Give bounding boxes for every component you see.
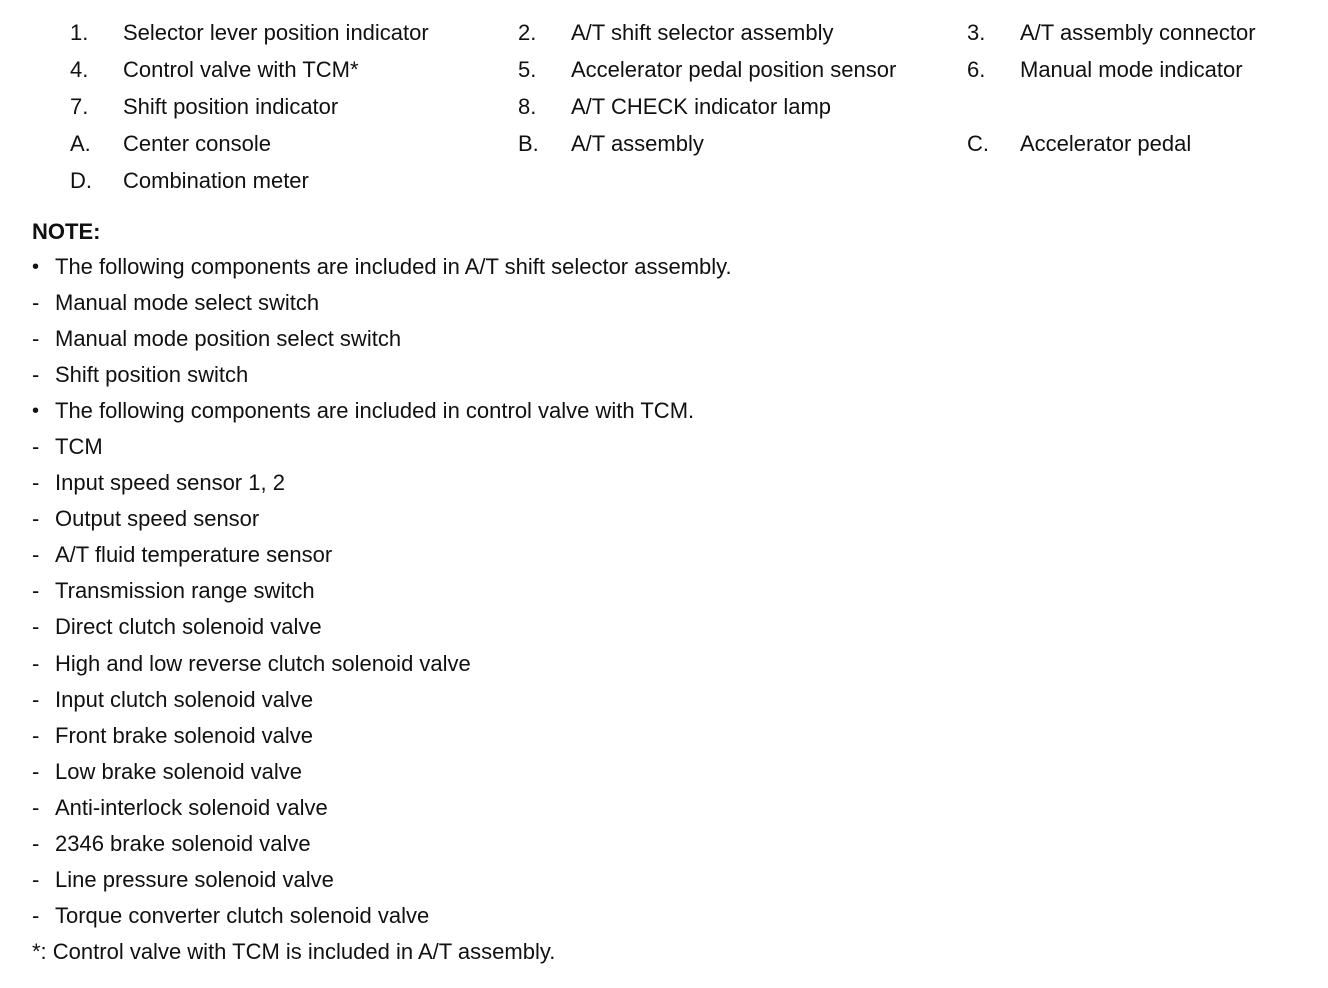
dash-marker: -	[32, 866, 40, 892]
note-subitem	[32, 862, 1292, 898]
note-subitem	[32, 465, 1292, 501]
dash-marker: -	[32, 722, 40, 748]
note-subitem	[32, 285, 1292, 321]
legend-label: Center console	[123, 131, 271, 156]
note-bullet	[32, 249, 1292, 285]
note-line-text: Input speed sensor 1, 2	[55, 470, 285, 496]
note-subitem	[32, 429, 1292, 465]
note-line-text: Direct clutch solenoid valve	[55, 614, 322, 640]
legend-label: Shift position indicator	[123, 94, 339, 119]
bullet-marker: •	[32, 400, 40, 423]
note-line-text: Anti-interlock solenoid valve	[55, 794, 328, 820]
dash-marker: -	[32, 902, 40, 928]
note-line-text: 2346 brake solenoid valve	[55, 830, 311, 856]
note-subitem	[32, 573, 1292, 609]
note-subitem	[32, 501, 1292, 537]
parts-legend	[0, 16, 1328, 206]
note-line-text: Input clutch solenoid valve	[55, 686, 314, 712]
note-subitem	[32, 357, 1292, 393]
legend-label: Control valve with TCM*	[123, 57, 359, 82]
legend-label: Selector lever position indicator	[123, 20, 429, 45]
legend-key: 4.	[70, 57, 89, 82]
legend-key: 5.	[518, 57, 537, 82]
note-line-text: Transmission range switch	[55, 578, 315, 604]
legend-label: Manual mode indicator	[1020, 57, 1243, 82]
dash-marker: -	[32, 470, 40, 496]
legend-key: A.	[70, 131, 91, 156]
note-subitem	[32, 537, 1292, 573]
note-line-text: The following components are included in control valve with TCM.	[55, 398, 695, 424]
note-line-text: Torque converter clutch solenoid valve	[55, 902, 430, 928]
legend-key: 7.	[70, 94, 89, 119]
note-line-text: Low brake solenoid valve	[55, 758, 303, 784]
dash-marker: -	[32, 506, 40, 532]
note-line-text: High and low reverse clutch solenoid valve	[55, 650, 471, 676]
dash-marker: -	[32, 650, 40, 676]
footnote: *: Control valve with TCM is included in A/T assembly.	[32, 938, 556, 964]
note-subitem	[32, 646, 1292, 682]
note-line-text: Front brake solenoid valve	[55, 722, 314, 748]
legend-label: Accelerator pedal	[1020, 131, 1192, 156]
note-subitem	[32, 321, 1292, 357]
note-line-text: The following components are included in A/T shift selector assembly.	[55, 254, 732, 279]
dash-marker: -	[32, 686, 40, 712]
dash-marker: -	[32, 830, 40, 856]
note-subitem	[32, 609, 1292, 645]
note-section	[32, 215, 1292, 970]
note-line-text: Manual mode position select switch	[55, 326, 402, 352]
note-bullet	[32, 393, 1292, 429]
legend-label: A/T assembly connector	[1020, 20, 1256, 45]
note-subitem	[32, 826, 1292, 862]
dash-marker: -	[32, 434, 40, 460]
legend-key: 8.	[518, 94, 537, 119]
dash-marker: -	[32, 578, 40, 604]
note-line-text: Output speed sensor	[55, 506, 260, 532]
note-subitem	[32, 682, 1292, 718]
legend-label: A/T shift selector assembly	[571, 20, 834, 45]
note-subitem	[32, 790, 1292, 826]
note-title: NOTE:	[32, 219, 101, 244]
note-line-text: Line pressure solenoid valve	[55, 866, 334, 892]
bullet-marker: •	[32, 256, 40, 278]
legend-key: C.	[967, 131, 989, 156]
note-subitem	[32, 754, 1292, 790]
legend-label: A/T CHECK indicator lamp	[571, 94, 832, 119]
legend-key: D.	[70, 168, 92, 193]
legend-key: 3.	[967, 20, 986, 45]
legend-label: Accelerator pedal position sensor	[571, 57, 897, 82]
note-line-text: TCM	[55, 434, 103, 460]
dash-marker: -	[32, 758, 40, 784]
dash-marker: -	[32, 794, 40, 820]
note-line-text: Shift position switch	[55, 362, 249, 388]
legend-label: A/T assembly	[571, 131, 704, 156]
note-line-text: Manual mode select switch	[55, 290, 320, 316]
legend-key: 2.	[518, 20, 537, 45]
dash-marker: -	[32, 362, 40, 388]
note-line-text: A/T fluid temperature sensor	[55, 542, 333, 568]
dash-marker: -	[32, 614, 40, 640]
legend-label: Combination meter	[123, 168, 309, 193]
legend-key: B.	[518, 131, 539, 156]
dash-marker: -	[32, 542, 40, 568]
dash-marker: -	[32, 326, 40, 352]
dash-marker: -	[32, 290, 40, 316]
legend-key: 1.	[70, 20, 89, 45]
note-subitem	[32, 718, 1292, 754]
legend-key: 6.	[967, 57, 986, 82]
note-subitem	[32, 898, 1292, 934]
